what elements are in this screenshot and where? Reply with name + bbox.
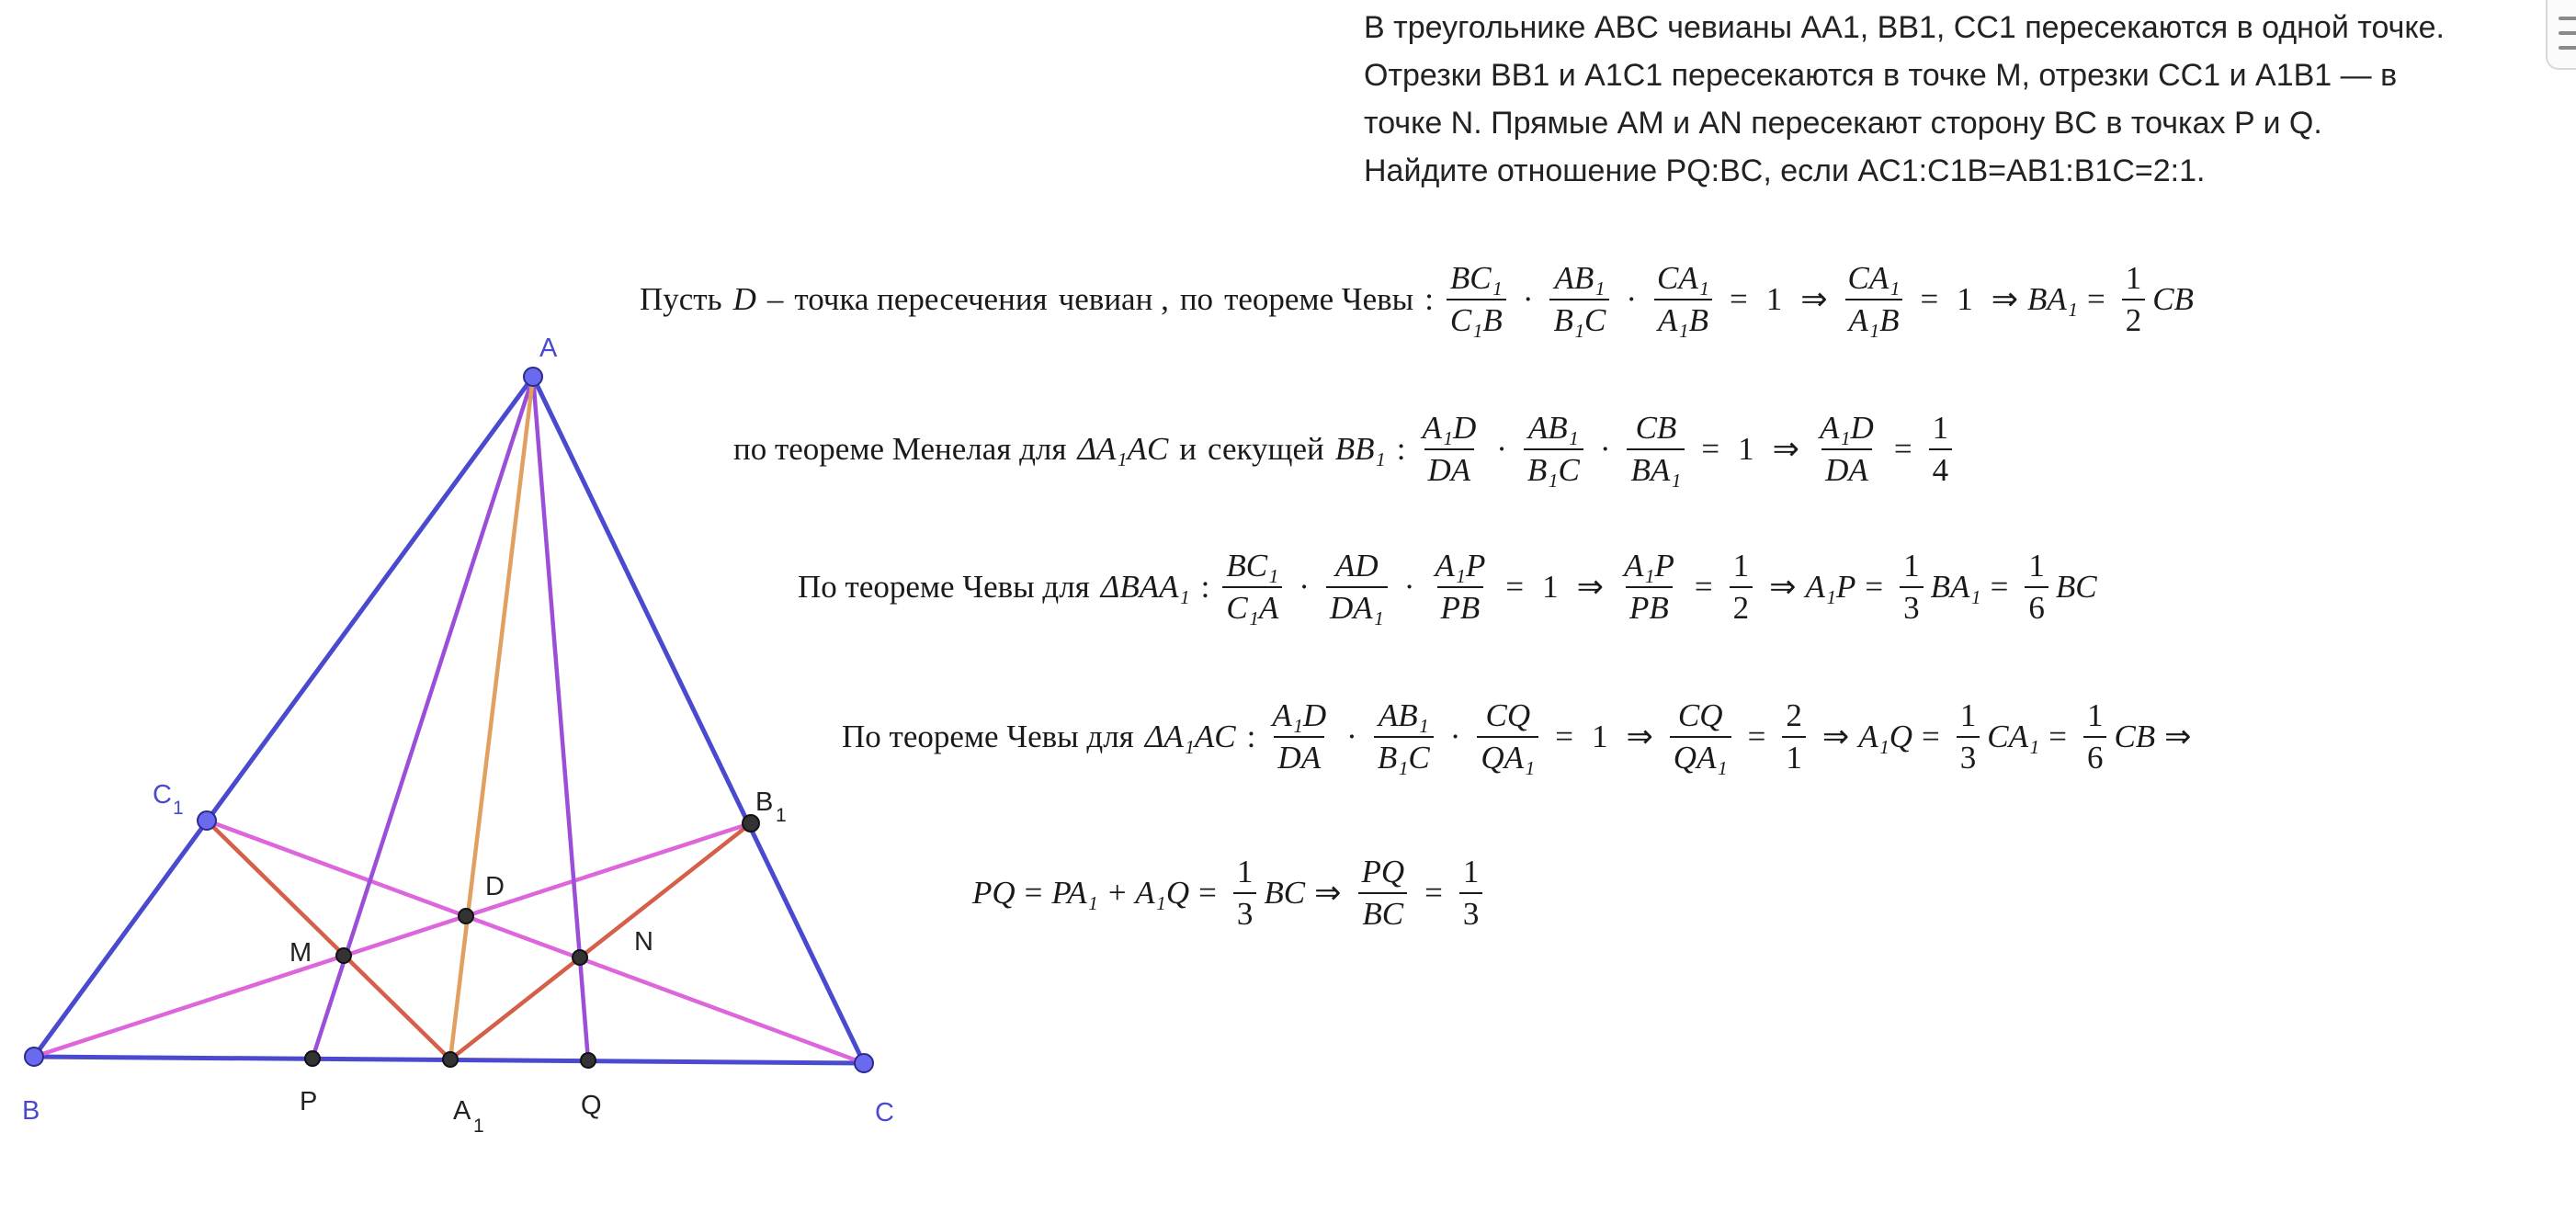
numerator: A₁D — [1272, 697, 1327, 733]
fraction — [1418, 411, 1480, 488]
number: 1 — [1542, 568, 1559, 605]
equals: = — [1729, 280, 1748, 317]
number: 1 — [1591, 718, 1608, 754]
term: PQ — [972, 874, 1016, 911]
implies: ⇒ — [1576, 568, 1604, 605]
label-c: C — [875, 1098, 894, 1127]
implies: ⇒ — [1800, 280, 1828, 317]
fraction — [1844, 261, 1904, 338]
solution-line-1 — [634, 261, 2194, 338]
fraction — [1326, 549, 1388, 626]
numerator: 1 — [1903, 548, 1920, 583]
fraction — [1374, 698, 1434, 776]
implies: ⇒ — [2164, 718, 2192, 754]
numerator: CA₁ — [1847, 260, 1901, 296]
equals: = — [1920, 280, 1939, 317]
numerator: CQ — [1485, 697, 1531, 733]
numerator: 1 — [2028, 548, 2045, 583]
word: и — [1179, 430, 1197, 467]
numerator: A₁D — [1820, 410, 1874, 446]
solution-line-4 — [836, 698, 2201, 776]
equals: = — [1893, 430, 1912, 467]
equals: = — [1424, 874, 1443, 911]
equals: = — [1701, 430, 1720, 467]
equals: = — [1990, 568, 2009, 605]
fraction — [1620, 549, 1678, 626]
word: по теореме Менелая для — [733, 430, 1067, 467]
numerator: AB₁ — [1554, 260, 1606, 296]
numerator: AD — [1335, 548, 1379, 583]
numerator: A₁P — [1435, 548, 1486, 583]
term: PA₁ + A₁Q — [1051, 874, 1190, 911]
implies: ⇒ — [1821, 718, 1850, 754]
term: A₁Q — [1858, 718, 1913, 754]
numerator: A₁P — [1623, 548, 1674, 583]
numerator: 2 — [1786, 697, 1802, 733]
fraction — [1929, 411, 1953, 488]
word: теореме Чевы — [1224, 280, 1414, 317]
numerator: CQ — [1677, 697, 1723, 733]
denominator: 2 — [1730, 586, 1753, 626]
fraction — [1670, 698, 1731, 776]
term: CB — [2152, 280, 2194, 317]
word: Пусть — [640, 280, 722, 317]
dot: · — [1299, 568, 1310, 605]
equals: = — [1505, 568, 1525, 605]
denominator: DA — [1424, 448, 1475, 488]
triangle: ΔBAA₁ — [1100, 568, 1190, 605]
denominator: DA — [1821, 448, 1872, 488]
term: BA₁ — [2027, 280, 2078, 317]
fraction — [2083, 698, 2107, 776]
label-a1-sub: 1 — [473, 1116, 484, 1137]
label-a: A — [539, 334, 558, 363]
equals: = — [1694, 568, 1713, 605]
fraction — [1459, 855, 1483, 932]
denominator: B₁C — [1549, 299, 1609, 338]
word: по — [1179, 280, 1214, 317]
problem-line-1: В треугольнике ABC чевианы AA1, BB1, CC1 пересекаются в одной точке. — [1364, 10, 2445, 45]
label-c1: C — [153, 780, 172, 810]
denominator: 3 — [1900, 586, 1923, 626]
equals: = — [1747, 718, 1766, 754]
fraction — [1447, 261, 1506, 338]
dot: · — [1403, 568, 1415, 605]
number: 1 — [1765, 280, 1783, 317]
implies: ⇒ — [1626, 718, 1653, 754]
equals: = — [1922, 718, 1940, 754]
var-d: D — [732, 280, 756, 317]
problem-line-3: точке N. Прямые AM и AN пересекают сторону BC в точках P и Q. — [1364, 106, 2322, 141]
problem-line-2: Отрезки BB1 и A1C1 пересекаются в точке M, отрезки CC1 и A1B1 — в — [1364, 58, 2398, 93]
implies: ⇒ — [1991, 280, 2019, 317]
numerator: PQ — [1361, 854, 1405, 889]
implies: ⇒ — [1314, 874, 1342, 911]
label-b: B — [22, 1096, 40, 1126]
dash: – — [766, 280, 784, 317]
fraction — [1957, 698, 1980, 776]
triangle: ΔA₁AC — [1077, 430, 1169, 467]
implies: ⇒ — [1772, 430, 1799, 467]
denominator: DA₁ — [1326, 586, 1388, 626]
dot: · — [1599, 430, 1611, 467]
fraction — [1357, 855, 1408, 932]
denominator: 6 — [2025, 586, 2048, 626]
numerator: AB₁ — [1527, 410, 1579, 446]
triangle: ΔA₁AC — [1144, 718, 1236, 754]
number: 1 — [1738, 430, 1754, 467]
numerator: BC₁ — [1226, 548, 1279, 583]
fraction — [1477, 698, 1538, 776]
equals: = — [2048, 718, 2067, 754]
fraction — [1549, 261, 1609, 338]
denominator: BA₁ — [1627, 448, 1685, 488]
denominator: B₁C — [1374, 736, 1434, 776]
denominator: QA₁ — [1477, 736, 1538, 776]
numerator: CA₁ — [1657, 260, 1709, 296]
equals: = — [1865, 568, 1884, 605]
term: BC — [1264, 874, 1306, 911]
word: секущей — [1208, 430, 1324, 467]
word: По теореме Чевы для — [842, 718, 1134, 754]
fraction — [1431, 549, 1489, 626]
number: 1 — [1957, 280, 1973, 317]
fraction — [1268, 698, 1330, 776]
denominator: PB — [1626, 586, 1673, 626]
colon: : — [1396, 430, 1406, 467]
numerator: 1 — [1959, 697, 1977, 733]
word: чевиан , — [1058, 280, 1169, 317]
colon: : — [1200, 568, 1210, 605]
denominator: 6 — [2083, 736, 2107, 776]
dot: · — [1522, 280, 1534, 317]
term: CB — [2114, 718, 2156, 754]
label-q: Q — [581, 1091, 602, 1120]
label-c1-sub: 1 — [173, 798, 184, 819]
label-a1: A — [453, 1096, 471, 1126]
numerator: 1 — [1732, 548, 1750, 583]
fraction — [1730, 549, 1753, 626]
term: BA₁ — [1930, 568, 1981, 605]
term: CA₁ — [1987, 718, 2040, 754]
solution-line-3 — [792, 549, 2097, 626]
numerator: 1 — [1932, 410, 1949, 446]
equals: = — [2086, 280, 2105, 317]
numerator: 1 — [1462, 854, 1480, 889]
denominator: A₁B — [1845, 299, 1903, 338]
colon: : — [1424, 280, 1434, 317]
numerator: AB₁ — [1378, 697, 1429, 733]
label-m: M — [289, 938, 312, 968]
equals: = — [1198, 874, 1217, 911]
label-b1: B — [755, 787, 774, 817]
solution-line-5 — [972, 855, 1490, 932]
denominator: DA — [1274, 736, 1324, 776]
fraction — [1222, 549, 1282, 626]
denominator: 2 — [2122, 299, 2146, 338]
fraction — [1233, 855, 1257, 932]
fraction — [1816, 411, 1878, 488]
colon: : — [1246, 718, 1256, 754]
denominator: 1 — [1782, 736, 1806, 776]
fraction — [2122, 261, 2146, 338]
word: По теореме Чевы для — [798, 568, 1090, 605]
denominator: C₁B — [1447, 299, 1506, 338]
term: BC — [2055, 568, 2097, 605]
numerator: 1 — [1236, 854, 1254, 889]
fraction — [1627, 411, 1685, 488]
fraction — [1524, 411, 1583, 488]
fraction — [1900, 549, 1923, 626]
denominator: BC — [1358, 892, 1407, 932]
equals: = — [1024, 874, 1043, 911]
denominator: C₁A — [1222, 586, 1282, 626]
fraction — [1653, 261, 1713, 338]
fraction — [1782, 698, 1806, 776]
label-b1-sub: 1 — [776, 805, 787, 826]
dot: · — [1496, 430, 1507, 467]
denominator: 3 — [1459, 892, 1483, 932]
dot: · — [1346, 718, 1357, 754]
denominator: PB — [1437, 586, 1484, 626]
label-n: N — [634, 927, 653, 957]
problem-line-4: Найдите отношение PQ:BC, если AC1:C1B=AB1:B1C=2:1. — [1364, 153, 2206, 188]
fraction — [2025, 549, 2048, 626]
denominator: 3 — [1957, 736, 1980, 776]
numerator: A₁D — [1422, 410, 1477, 446]
denominator: B₁C — [1524, 448, 1583, 488]
numerator: BC₁ — [1449, 260, 1503, 296]
label-p: P — [300, 1087, 318, 1116]
implies: ⇒ — [1769, 568, 1797, 605]
denominator: A₁B — [1654, 299, 1712, 338]
denominator: 4 — [1929, 448, 1953, 488]
denominator: 3 — [1233, 892, 1257, 932]
numerator: CB — [1635, 410, 1677, 446]
denominator: QA₁ — [1670, 736, 1731, 776]
term: A₁P — [1805, 568, 1856, 605]
solution-line-2 — [728, 411, 1959, 488]
dot: · — [1449, 718, 1461, 754]
dot: · — [1626, 280, 1638, 317]
equals: = — [1555, 718, 1573, 754]
numerator: 1 — [2125, 260, 2142, 296]
term: BB₁ — [1334, 430, 1386, 467]
word: точка пересечения — [794, 280, 1048, 317]
numerator: 1 — [2086, 697, 2104, 733]
label-d: D — [485, 872, 505, 901]
